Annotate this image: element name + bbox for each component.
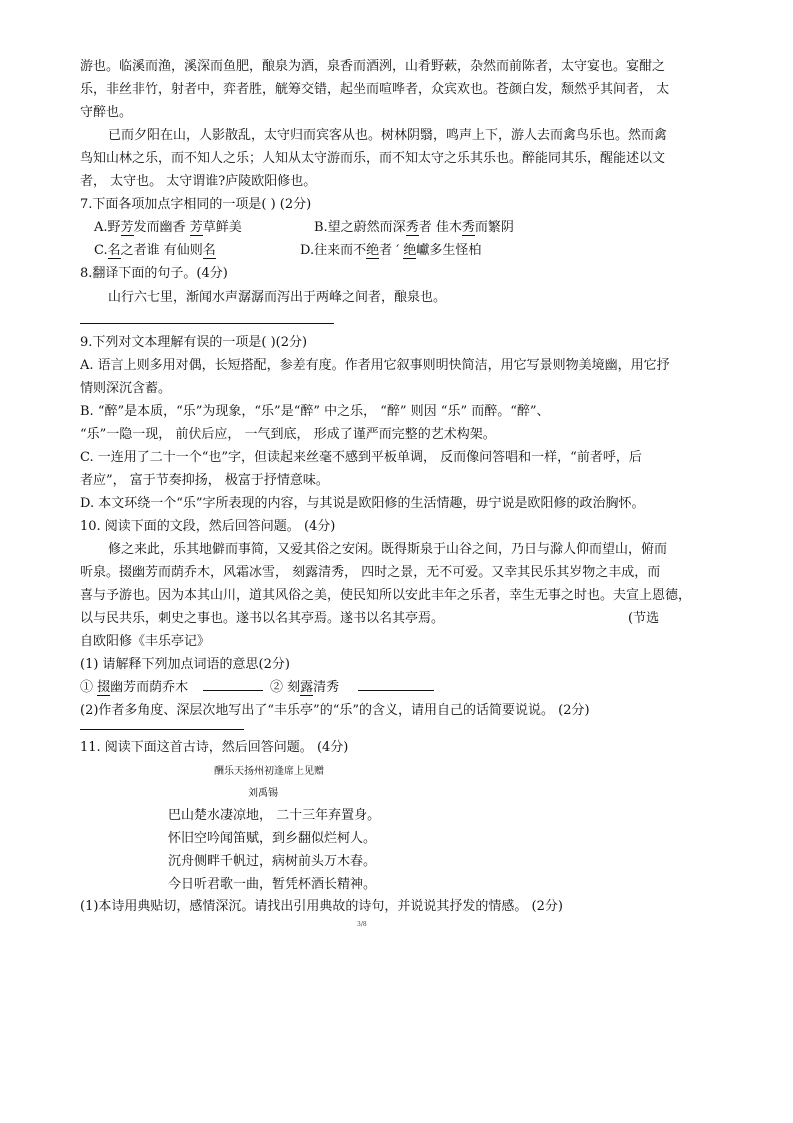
q7-option-d: D.往来而不绝者 ′ 绝巘多生怪柏 bbox=[300, 243, 482, 258]
answer-blank[interactable] bbox=[358, 690, 434, 691]
poem-verse: 今日听君歌一曲，暂凭杯酒长精神。 bbox=[168, 877, 377, 892]
passage-line: 游也。临溪而渔，溪深而鱼肥，酿泉为酒，泉香而酒洌，山肴野蔌，杂然而前陈者，太守宴也。宴酣之 bbox=[80, 59, 666, 74]
answer-line bbox=[80, 729, 244, 730]
q10-part-1-stem: (1) 请解释下列加点词语的意思(2分) bbox=[80, 657, 290, 672]
poem-author: 刘禹锡 bbox=[248, 788, 278, 799]
q10-item-1: ① 掇幽芳而荫乔木 bbox=[80, 680, 189, 695]
q10-passage-line: 听泉。掇幽芳而荫乔木，风霜冰雪， 刻露清秀， 四时之景，无不可爱。又幸其民乐其岁物之丰成，而 bbox=[80, 565, 661, 580]
question-7-stem: 7.下面各项加点字相同的一项是( ) (2分) bbox=[80, 197, 312, 212]
answer-line bbox=[80, 323, 334, 324]
poem-title: 酬乐天扬州初逢席上见赠 bbox=[214, 766, 324, 777]
q9-option-line: D. 本文环绕一个“乐”字所表现的内容，与其说是欧阳修的生活情趣，毋宁说是欧阳修的政治胸怀。 bbox=[80, 496, 645, 511]
q11-part-1-stem: (1)本诗用典贴切，感情深沉。请找出引用典故的诗句，并说说其抒发的情感。 (2分) bbox=[80, 899, 563, 914]
answer-blank[interactable] bbox=[203, 690, 263, 691]
q10-passage-line: 以与民共乐，刺史之事也。遂书以名其亭焉。遂书以名其亭焉。 bbox=[80, 611, 445, 626]
question-8-stem: 8.翻译下面的句子。(4分) bbox=[80, 266, 228, 281]
q9-option-line: C. 一连用了二十一个“也”字，但读起来丝毫不感到平板单调， 反而像问答唱和一样，“前者呼，后 bbox=[80, 450, 642, 465]
page-number: 3/8 bbox=[357, 921, 367, 928]
passage-line: 者， 太守也。 太守谓谁?庐陵欧阳修也。 bbox=[80, 174, 317, 189]
passage-line: 守醉也。 bbox=[80, 105, 133, 120]
passage-line: 已而夕阳在山，人影散乱，太守归而宾客从也。树林阴翳，鸣声上下，游人去而禽鸟乐也。然而禽 bbox=[108, 128, 668, 143]
q10-passage-line: 修之来此，乐其地僻而事简，又爱其俗之安闲。既得斯泉于山谷之间，乃日与滁人仰而望山，俯而 bbox=[108, 542, 668, 557]
q10-part-2-stem: (2)作者多角度、深层次地写出了“丰乐亭”的“乐”的含义，请用自己的话简要说说。 (2分) bbox=[80, 703, 590, 718]
q7-option-a: A.野芳发而幽香 芳草鲜美 bbox=[94, 220, 242, 235]
q9-option-line: 者应”， 富于节奏抑扬， 极富于抒情意味。 bbox=[80, 473, 329, 488]
passage-line: 乐，非丝非竹，射者中，弈者胜，觥筹交错，起坐而喧哗者，众宾欢也。苍颜白发，颓然乎其间者， 太 bbox=[80, 82, 670, 97]
passage-line: 鸟知山林之乐，而不知人之乐；人知从太守游而乐，而不知太守之乐其乐也。醉能同其乐，醒能述以文 bbox=[80, 151, 666, 166]
poem-verse: 沉舟侧畔千帆过，病树前头万木春。 bbox=[168, 854, 377, 869]
q10-source: (节选 bbox=[628, 611, 660, 626]
q10-passage-line: 喜与予游也。因为本其山川，道其风俗之美，使民知所以安此丰年之乐者，幸生无事之时也。夫宣上恩德， bbox=[80, 588, 692, 603]
q9-option-line: B. “醉”是本质，“乐”为现象，“乐”是“醉” 中之乐， “醉” 则因 “乐” 而醉。“醉”、 bbox=[80, 404, 550, 419]
question-10-stem: 10. 阅读下面的文段，然后回答问题。 (4分) bbox=[80, 519, 336, 534]
q7-option-c: C.名之者谁 有仙则名 bbox=[94, 243, 216, 258]
q7-option-b: B.望之蔚然而深秀者 佳木秀而繁阴 bbox=[314, 220, 514, 235]
q10-source: 自欧阳修《丰乐亭记》 bbox=[80, 634, 211, 649]
q9-option-line: 情则深沉含蓄。 bbox=[80, 381, 172, 396]
q10-item-2: ② 刻露清秀 bbox=[270, 680, 340, 695]
q9-option-line: A. 语言上则多用对偶，长短搭配，参差有度。作者用它叙事则明快简洁，用它写景则物美境幽，用它抒 bbox=[80, 358, 670, 373]
question-11-stem: 11. 阅读下面这首古诗，然后回答问题。 (4分) bbox=[80, 740, 349, 755]
poem-verse: 巴山楚水凄凉地， 二十三年弃置身。 bbox=[168, 808, 381, 823]
poem-verse: 怀旧空吟闻笛赋，到乡翻似烂柯人。 bbox=[168, 831, 377, 846]
q9-option-line: “乐”一隐一现， 前伏后应， 一气到底， 形成了谨严而完整的艺术构架。 bbox=[80, 427, 496, 442]
q8-sentence: 山行六七里，渐闻水声潺潺而泻出于两峰之间者，酿泉也。 bbox=[108, 290, 447, 305]
question-9-stem: 9.下列对文本理解有误的一项是( )(2分) bbox=[80, 335, 308, 350]
